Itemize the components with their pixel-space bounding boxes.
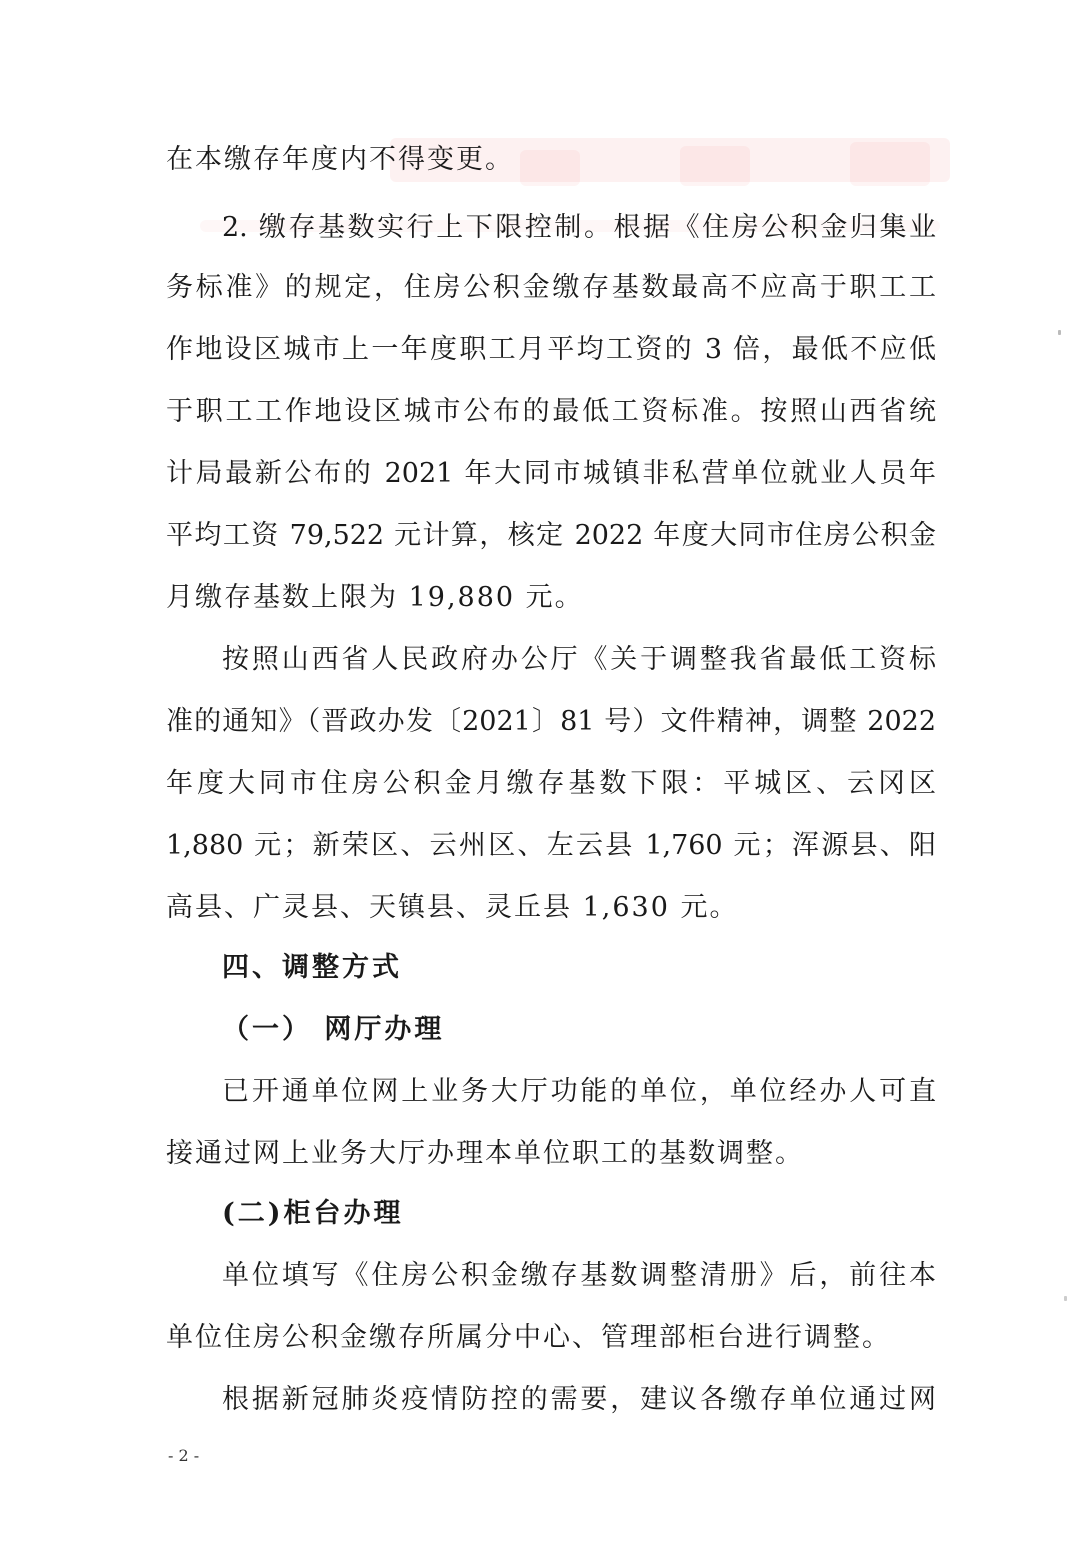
paragraph-line: 作地设区城市上一年度职工月平均工资的 3 倍，最低不应低 [166, 334, 936, 365]
paragraph-line: 单位填写《住房公积金缴存基数调整清册》后，前往本 [222, 1260, 936, 1291]
section-heading: 四、调整方式 [222, 952, 402, 983]
paragraph-line: 准的通知》（晋政办发〔2021〕81 号）文件精神，调整 2022 [166, 706, 936, 737]
paragraph-line: 计局最新公布的 2021 年大同市城镇非私营单位就业人员年 [166, 458, 936, 489]
scan-speck [1058, 330, 1061, 335]
paragraph-line: 1,880 元；新荣区、云州区、左云县 1,760 元；浑源县、阳 [166, 830, 936, 861]
scan-speck [1064, 1296, 1067, 1301]
paragraph-line: 已开通单位网上业务大厅功能的单位，单位经办人可直 [222, 1076, 936, 1107]
paragraph-line: 月缴存基数上限为 19,880 元。 [166, 582, 584, 613]
paragraph-line: 单位住房公积金缴存所属分中心、管理部柜台进行调整。 [166, 1322, 891, 1353]
subsection-heading: （一） 网厅办理 [222, 1014, 445, 1045]
paragraph-line: 按照山西省人民政府办公厅《关于调整我省最低工资标 [222, 644, 936, 675]
paragraph-line: 高县、广灵县、天镇县、灵丘县 1,630 元。 [166, 892, 739, 923]
paragraph-line: 2. 缴存基数实行上下限控制。根据《住房公积金归集业 [222, 212, 936, 243]
page-number: - 2 - [168, 1446, 200, 1465]
paragraph-line: 务标准》的规定，住房公积金缴存基数最高不应高于职工工 [166, 272, 936, 303]
paragraph-line: 在本缴存年度内不得变更。 [166, 144, 514, 175]
paragraph-line: 于职工工作地设区城市公布的最低工资标准。按照山西省统 [166, 396, 936, 427]
subsection-heading: (二)柜台办理 [222, 1198, 404, 1229]
paragraph-line: 根据新冠肺炎疫情防控的需要，建议各缴存单位通过网 [222, 1384, 936, 1415]
paragraph-line: 年度大同市住房公积金月缴存基数下限：平城区、云冈区 [166, 768, 936, 799]
paragraph-line: 平均工资 79,522 元计算，核定 2022 年度大同市住房公积金 [166, 520, 936, 551]
paragraph-line: 接通过网上业务大厅办理本单位职工的基数调整。 [166, 1138, 804, 1169]
